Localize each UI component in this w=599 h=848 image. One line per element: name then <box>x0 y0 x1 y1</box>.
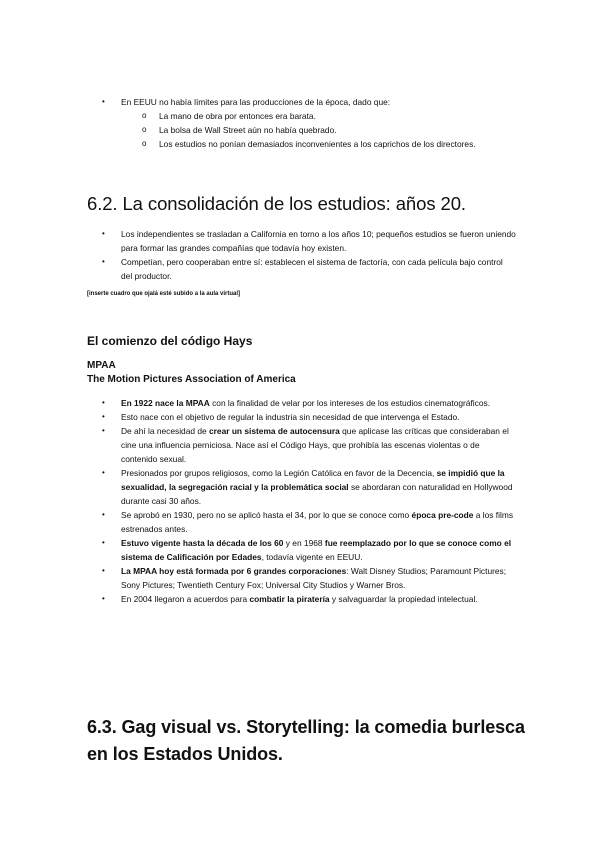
bullet-icon: • <box>102 412 105 421</box>
list-item <box>0 227 516 255</box>
list-item <box>0 536 516 564</box>
mpaa-full-name: The Motion Pictures Association of America <box>87 374 296 385</box>
sub-list-item <box>0 123 499 137</box>
sub-list-production <box>0 109 499 151</box>
sub-list-item-text: La mano de obra por entonces era barata. <box>159 111 316 121</box>
list-item-text: : Walt Disney Studios; Paramount Pictures; Sony Pictures; Twentieth Century Fox; Universal City Studios y Warner Bros. <box>121 566 507 590</box>
list-item <box>0 410 516 424</box>
list-item-text: , todavía vigente en EEUU. <box>261 552 363 562</box>
list-item <box>0 592 516 606</box>
list-item <box>0 564 516 592</box>
sub-bullet-icon: o <box>142 125 147 134</box>
bullet-icon: • <box>102 538 105 547</box>
list-item-text: Los independientes se trasladan a California en torno a los años 10; pequeños estudios se fueron uniendo para formar las grandes compañías que todavía hoy existen. <box>121 229 516 253</box>
list-item <box>0 396 516 410</box>
bold-text: En 1922 nace la MPAA <box>121 398 210 408</box>
list-item-text: y en 1968 <box>283 538 325 548</box>
bold-text: combatir la piratería <box>249 594 330 604</box>
section-heading-6-2: 6.2. La consolidación de los estudios: años 20. <box>87 193 466 214</box>
section-heading-6-3: 6.3. Gag visual vs. Storytelling: la comedia burlesca en los Estados Unidos. <box>87 717 525 764</box>
bold-text: La MPAA hoy está formada por 6 grandes corporaciones <box>121 566 347 576</box>
list-item-text: Esto nace con el objetivo de regular la industria sin necesidad de que intervenga el Estado. <box>121 412 460 422</box>
list-item <box>0 508 516 536</box>
sub-list-item-text: Los estudios no ponían demasiados inconvenientes a los caprichos de los directores. <box>159 139 476 149</box>
mpaa-title: MPAA <box>87 360 116 371</box>
list-item <box>0 424 516 466</box>
list-item-text: Presionados por grupos religiosos, como la Legión Católica en favor de la Decencia, <box>121 468 437 478</box>
bullet-list-hays <box>0 396 516 606</box>
sub-list-item <box>0 137 499 151</box>
list-item-text: De ahí la necesidad de <box>121 426 209 436</box>
list-item-text: y salvaguardar la propiedad intelectual. <box>329 594 478 604</box>
bullet-icon: • <box>102 566 105 575</box>
list-item <box>0 95 501 109</box>
sub-bullet-icon: o <box>142 139 147 148</box>
bullet-icon: • <box>102 426 105 435</box>
insert-note: [inserte cuadro que ojalá esté subido a la aula virtual] <box>87 291 241 297</box>
list-item-text: que aplicase las críticas que consideraban el cine una influencia perniciosa. Nace así el Código Hays, que prohibía las escenas violentas o de contenido sexual. <box>121 426 509 464</box>
sub-list-item-text: La bolsa de Wall Street aún no había quebrado. <box>159 125 337 135</box>
bullet-icon: • <box>102 594 105 603</box>
list-item-text: Competían, pero cooperaban entre sí: establecen el sistema de factoría, con cada película bajo control del productor. <box>121 257 503 281</box>
bullet-icon: • <box>102 398 105 407</box>
list-item-text: En EEUU no había límites para las producciones de la época, dado que: <box>121 97 391 107</box>
list-item-text: a los films estrenados antes. <box>121 510 514 534</box>
bold-text: época pre-code <box>411 510 474 520</box>
bold-text: fue reemplazado por lo que se conoce como el sistema de Calificación por Edades <box>121 538 512 562</box>
bullet-icon: • <box>102 510 105 519</box>
bullet-icon: • <box>102 229 105 238</box>
bold-text: crear un sistema de autocensura <box>209 426 340 436</box>
list-item-text: con la finalidad de velar por los intereses de los estudios cinematográficos. <box>209 398 491 408</box>
bullet-icon: • <box>102 97 105 106</box>
list-item-text: se abordaran con naturalidad en Hollywood durante casi 30 años. <box>121 482 513 506</box>
bullet-list-studios <box>0 227 516 283</box>
bullet-list-production <box>0 95 501 109</box>
list-item-text: Se aprobó en 1930, pero no se aplicó hasta el 34, por lo que se conoce como <box>121 510 412 520</box>
bold-text: Estuvo vigente hasta la década de los 60 <box>121 538 284 548</box>
bullet-icon: • <box>102 468 105 477</box>
bold-text: se impidió que la sexualidad, la segregación racial y la problemática social <box>121 468 505 492</box>
bullet-icon: • <box>102 257 105 266</box>
sub-bullet-icon: o <box>142 111 147 120</box>
sub-list-item <box>0 109 499 123</box>
subheading-hays: El comienzo del código Hays <box>87 334 253 348</box>
list-item <box>0 255 516 283</box>
list-item-text: En 2004 llegaron a acuerdos para <box>121 594 250 604</box>
list-item <box>0 466 516 508</box>
